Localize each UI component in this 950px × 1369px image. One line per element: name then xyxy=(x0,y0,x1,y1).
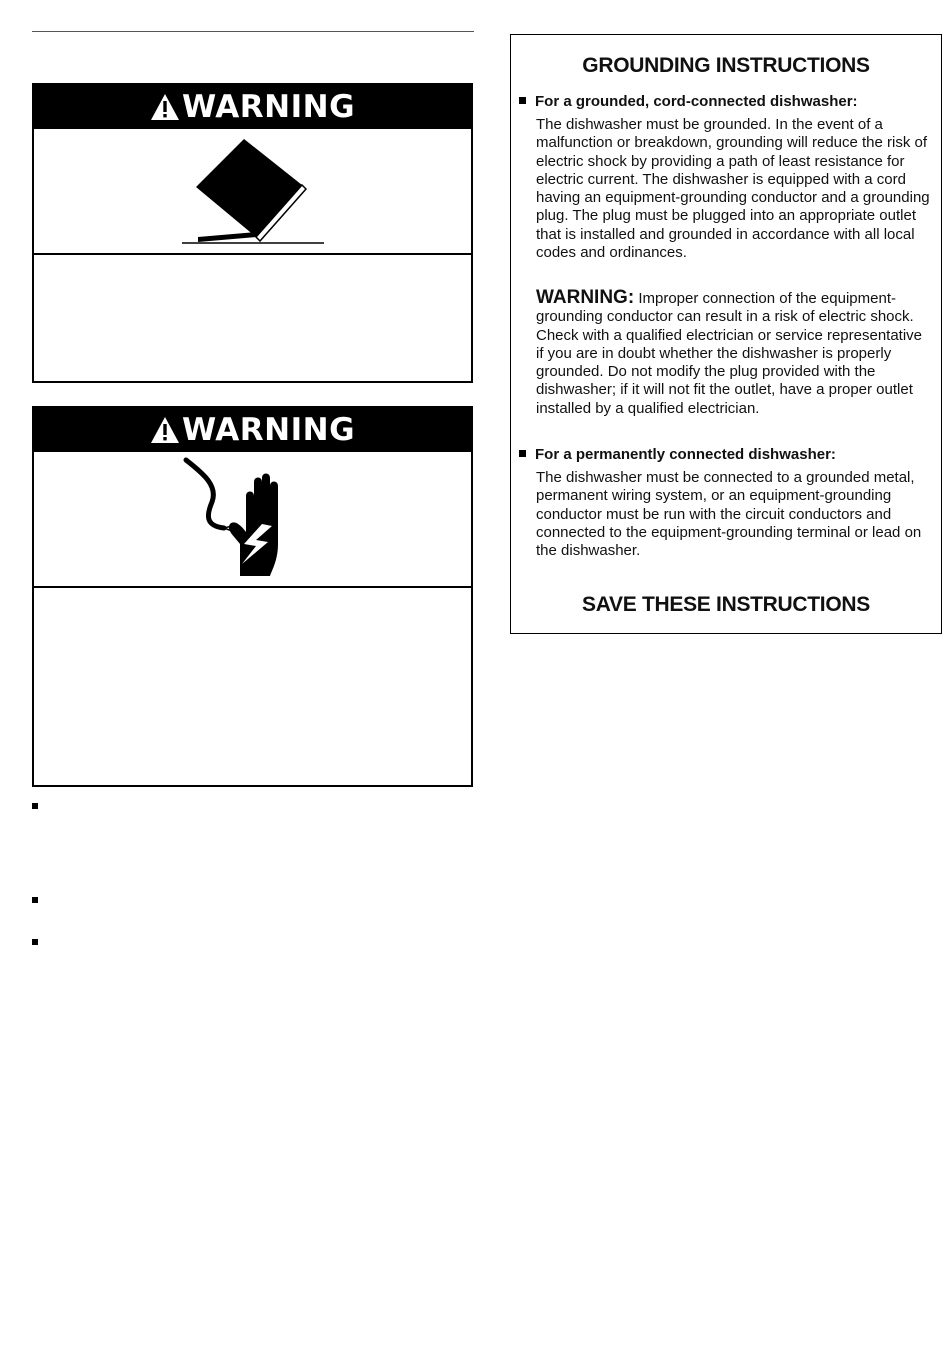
save-instructions-footer: SAVE THESE INSTRUCTIONS xyxy=(582,593,870,616)
cord-connected-heading: For a grounded, cord-connected dishwasher: xyxy=(519,93,858,110)
alert-triangle-icon xyxy=(150,416,180,444)
top-rule xyxy=(32,31,474,32)
list-bullet xyxy=(32,897,38,903)
square-bullet-icon xyxy=(519,97,526,104)
permanent-connected-text: The dishwasher must be connected to a grounded metal, permanent wiring system, or an equipment-grounding conductor must be run with the circuit conductors and connected to the equipment-grounding terminal or lead on the dishwasher. xyxy=(536,469,922,560)
warning-icon-area xyxy=(34,129,471,255)
alert-triangle-icon xyxy=(150,93,180,121)
warning-box-tip-over xyxy=(32,83,473,383)
warning-text-area xyxy=(34,255,471,379)
grounding-warning-text: Improper connection of the equipment-grounding conductor can result in a risk of electric shock. Check with a qualified electrician or service representative if you are in doubt whether the dishwasher is properly grounded. Do not modify the plug provided with the dishwasher; if it will not fit the outlet, have a proper outlet installed by a qualified electrician. xyxy=(536,290,923,417)
electrical-shock-hazard-icon xyxy=(34,452,471,586)
permanent-connected-heading: For a permanently connected dishwasher: xyxy=(519,446,836,463)
warning-box-electric-shock xyxy=(32,406,473,787)
list-bullet xyxy=(32,939,38,945)
grounding-instructions-box xyxy=(510,34,942,634)
list-bullet xyxy=(32,803,38,809)
grounding-warning-label: WARNING: xyxy=(536,287,635,308)
square-bullet-icon xyxy=(519,450,526,457)
warning-icon-area xyxy=(34,452,471,588)
warning-header xyxy=(34,408,471,452)
grounding-title: GROUNDING INSTRUCTIONS xyxy=(582,54,870,77)
grounding-warning-paragraph xyxy=(536,289,931,418)
warning-text-area xyxy=(34,588,471,785)
warning-header xyxy=(34,85,471,129)
cord-connected-text: The dishwasher must be grounded. In the event of a malfunction or breakdown, grounding will reduce the risk of electric shock by providing a path of least resistance for electric current. The dishwasher is equipped with a cord having an equipment-grounding conductor and a grounding plug. The plug must be plugged into an appropriate outlet that is installed and grounded in accordance with all local codes and ordinances. xyxy=(536,116,930,262)
warning-header-label: WARNING xyxy=(181,412,356,448)
warning-header-label: WARNING xyxy=(181,89,356,125)
tip-over-hazard-icon xyxy=(34,129,471,253)
